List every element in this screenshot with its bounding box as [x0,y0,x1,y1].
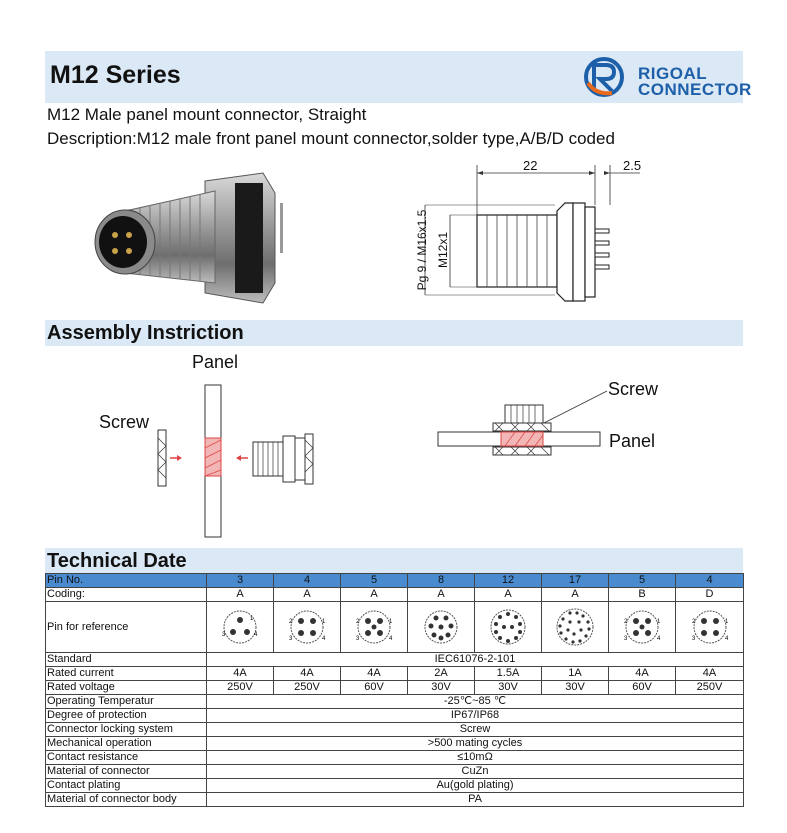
brand-logo [582,55,752,99]
cell: 60V [609,681,676,695]
logo-mark-icon [582,55,628,99]
svg-text:1: 1 [657,619,661,625]
cell: 250V [676,681,744,695]
cell: 17 [542,574,609,588]
svg-text:3: 3 [356,636,360,642]
label: Contact resistance [46,751,207,765]
svg-text:2: 2 [691,619,695,625]
row-plating [46,779,744,793]
row-mechanical [46,737,744,751]
svg-text:1: 1 [322,619,326,625]
cell: 12 [475,574,542,588]
cell: 4A [207,667,274,681]
screw-label: Screw [99,412,150,432]
assembly-diagram-left [150,380,330,540]
cell: 1A [542,667,609,681]
assembly-diagram-right [435,385,610,475]
pin-diagram-icon [207,602,274,653]
label: Coding: [46,588,207,602]
row-rated-current [46,667,744,681]
cell: 3 [207,574,274,588]
brand-name: RIGOAL [638,64,708,83]
svg-text:4: 4 [322,636,326,642]
row-material [46,765,744,779]
svg-text:2: 2 [624,619,628,625]
cell: 5 [341,574,408,588]
cell: A [207,588,274,602]
row-pin-no [46,574,744,588]
page-title: M12 Series [50,61,181,89]
pin-diagram-icon [676,602,744,653]
cell: IP67/IP68 [207,709,744,723]
panel-label: Panel [192,352,239,372]
cell: 250V [207,681,274,695]
brand-subname: CONNECTOR [638,80,752,99]
cell: 4A [609,667,676,681]
product-subtitle: M12 Male panel mount connector, Straight [47,105,367,124]
cell: A [274,588,341,602]
label: Pin for reference [46,602,207,653]
cell: A [475,588,542,602]
svg-text:2: 2 [289,619,293,625]
label: Contact plating [46,779,207,793]
row-rated-voltage [46,681,744,695]
cell: 4A [274,667,341,681]
pin-diagram-icon [475,602,542,653]
cell: Screw [207,723,744,737]
svg-text:4: 4 [254,632,258,638]
cell: 4 [274,574,341,588]
svg-text:3: 3 [289,636,293,642]
cell: D [676,588,744,602]
cell: 250V [274,681,341,695]
pin-diagram-icon [341,602,408,653]
row-coding [46,588,744,602]
dim-length-label: 22 [523,158,538,173]
svg-text:3: 3 [691,636,695,642]
row-standard [46,653,744,667]
pin-diagram-icon [609,602,676,653]
cell: 60V [341,681,408,695]
label: Rated voltage [46,681,207,695]
label: Material of connector body [46,793,207,807]
cell: -25℃~85 ℃ [207,695,744,709]
cell: IEC61076-2-101 [207,653,744,667]
pin-diagram-icon [408,602,475,653]
row-resistance [46,751,744,765]
cell: B [609,588,676,602]
cell: A [542,588,609,602]
svg-text:2: 2 [356,619,360,625]
row-protection [46,709,744,723]
label: Mechanical operation [46,737,207,751]
cell: CuZn [207,765,744,779]
label: Connector locking system [46,723,207,737]
row-body-material [46,793,744,807]
screw-label-right: Screw [608,379,659,399]
svg-text:1: 1 [724,619,728,625]
technical-heading: Technical Date [47,550,187,572]
product-description: Description:M12 male front panel mount connector,solder type,A/B/D coded [47,129,615,148]
pin-diagram-icon [274,602,341,653]
cell: A [341,588,408,602]
cell: 4A [676,667,744,681]
thread-inner-label: M12x1 [436,231,450,269]
svg-text:3: 3 [624,636,628,642]
cell: ≤10mΩ [207,751,744,765]
pin-diagram-icon [542,602,609,653]
cell: 30V [475,681,542,695]
cell: Au(gold plating) [207,779,744,793]
assembly-heading: Assembly Instriction [47,322,244,344]
cell: 2A [408,667,475,681]
spec-table [45,573,744,807]
label: Degree of protection [46,709,207,723]
svg-text:3: 3 [222,632,226,638]
cell: 4A [341,667,408,681]
cell: 1.5A [475,667,542,681]
label: Pin No. [46,574,207,588]
cell: 4 [676,574,744,588]
label: Standard [46,653,207,667]
row-pin-reference [46,602,744,653]
cell: PA [207,793,744,807]
cell: 30V [408,681,475,695]
cell: 30V [542,681,609,695]
product-photo [85,163,300,313]
dimension-drawing [405,155,645,305]
label: Material of connector [46,765,207,779]
svg-text:1: 1 [250,616,254,622]
svg-text:4: 4 [724,636,728,642]
cell: A [408,588,475,602]
cell: 5 [609,574,676,588]
svg-text:4: 4 [389,636,393,642]
label: Rated current [46,667,207,681]
row-temperature [46,695,744,709]
label: Operating Temperatur [46,695,207,709]
dim-flange-label: 2.5 [623,158,642,173]
svg-text:1: 1 [389,619,393,625]
cell: 8 [408,574,475,588]
svg-text:4: 4 [657,636,661,642]
panel-label-right: Panel [609,431,656,451]
cell: >500 mating cycles [207,737,744,751]
row-locking [46,723,744,737]
thread-outer-label: Pg 9 / M16x1.5 [415,209,429,291]
